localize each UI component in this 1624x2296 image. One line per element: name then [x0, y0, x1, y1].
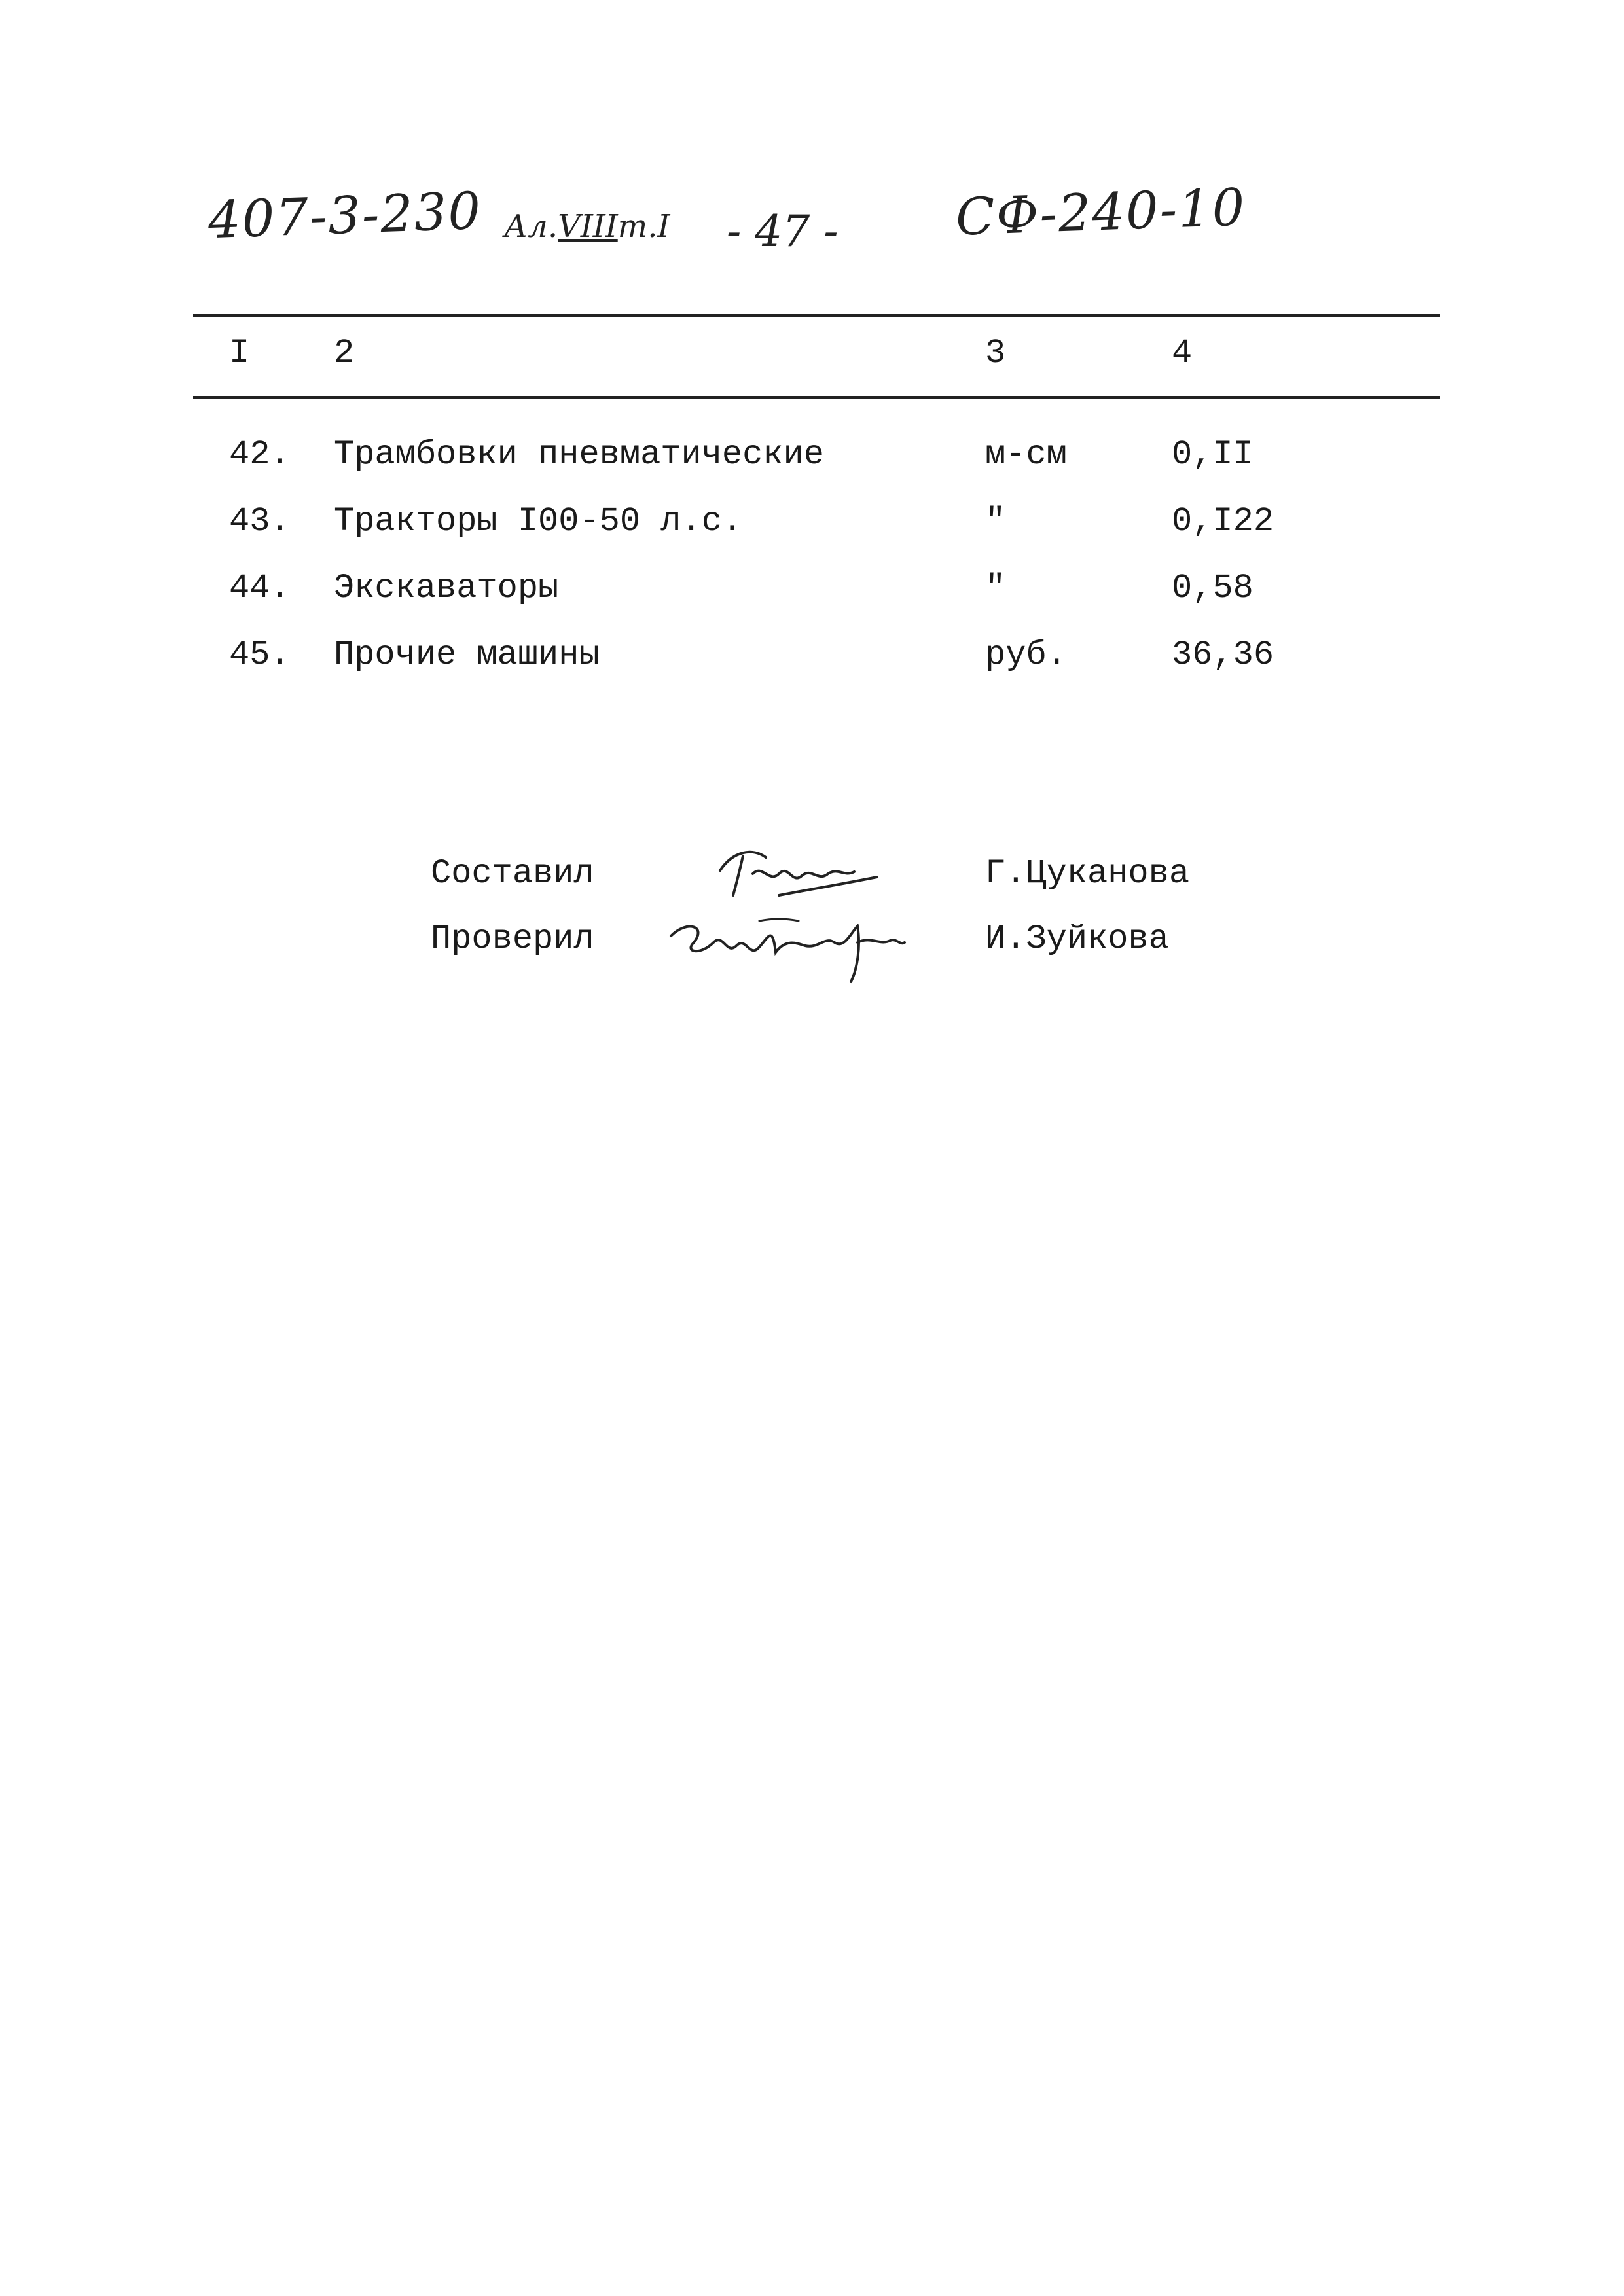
checked-by-signature [661, 906, 910, 985]
row-value: 0,II [1172, 435, 1254, 474]
row-value: 36,36 [1172, 636, 1274, 674]
row-number: 43. [229, 502, 291, 541]
compiled-by-signature [707, 844, 884, 903]
compiled-by-name: Г.Цуканова [985, 854, 1190, 893]
row-name: Экскаваторы [334, 569, 559, 607]
column-header-4: 4 [1172, 334, 1193, 372]
sheet-ref-roman: VIII [558, 208, 618, 245]
table-header-rule [193, 396, 1440, 399]
checked-by-name: И.Зуйкова [985, 920, 1169, 958]
row-number: 45. [229, 636, 291, 674]
row-number: 44. [229, 569, 291, 607]
column-header-3: 3 [985, 334, 1006, 372]
series-code: СФ-240-10 [954, 178, 1247, 247]
row-name: Тракторы I00-50 л.с. [334, 502, 743, 541]
checked-by-label: Проверил [431, 920, 594, 958]
row-unit: " [985, 502, 1006, 541]
row-value: 0,58 [1172, 569, 1254, 607]
page-number: - 47 - [727, 206, 839, 257]
row-unit: " [985, 569, 1006, 607]
sheet-ref-suffix: т.I [617, 208, 670, 245]
column-header-1: I [229, 334, 250, 372]
sheet-reference [504, 208, 670, 245]
column-header-2: 2 [334, 334, 355, 372]
row-unit: м-см [985, 435, 1067, 474]
row-value: 0,I22 [1172, 502, 1274, 541]
row-number: 42. [229, 435, 291, 474]
document-code: 407-3-230 [207, 181, 483, 251]
compiled-by-label: Составил [431, 854, 594, 893]
table-top-rule [193, 314, 1440, 317]
row-unit: руб. [985, 636, 1067, 674]
row-name: Прочие машины [334, 636, 600, 674]
row-name: Трамбовки пневматические [334, 435, 824, 474]
sheet-ref-prefix: Ал. [504, 208, 558, 245]
